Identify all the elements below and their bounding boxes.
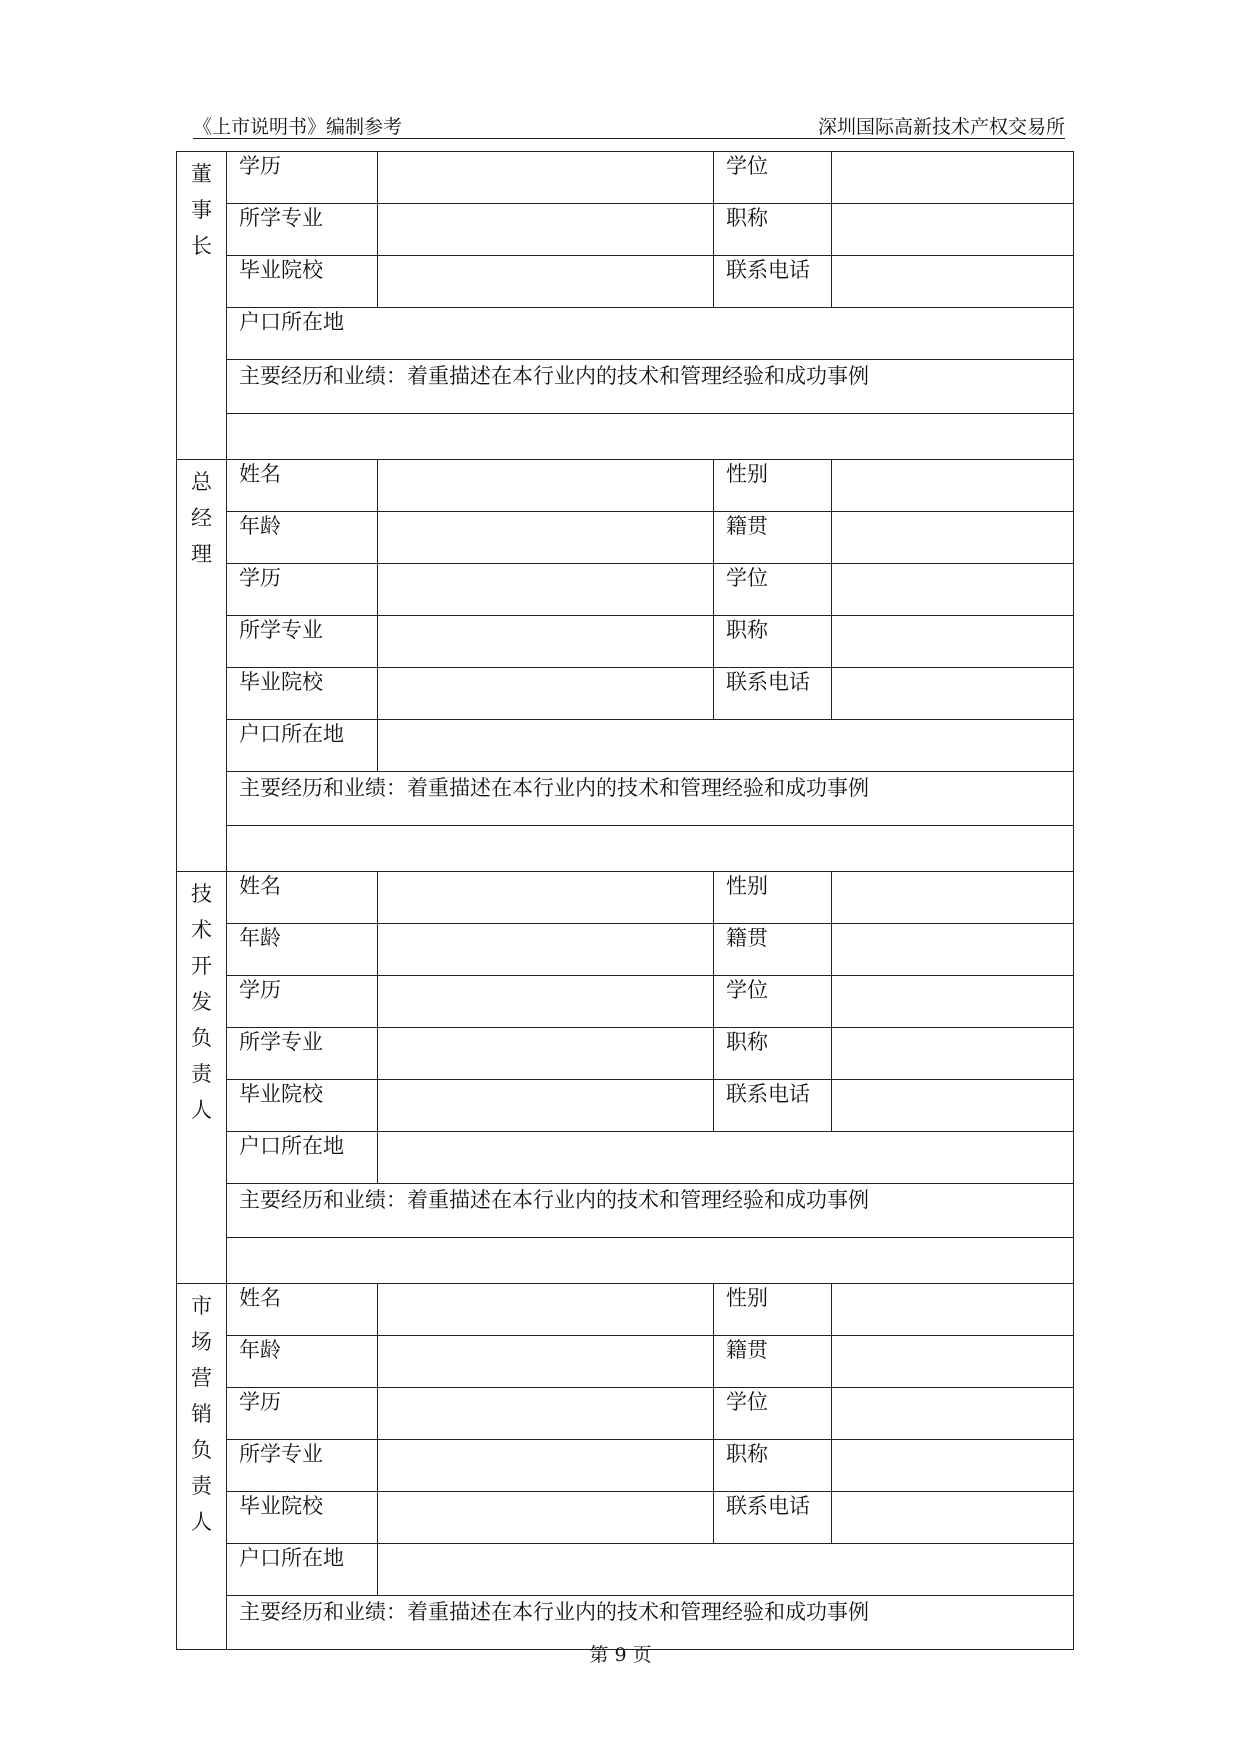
role-char: 长 xyxy=(191,234,212,258)
form-row xyxy=(177,1028,1074,1080)
field-value-cell[interactable] xyxy=(378,976,714,1028)
field-label: 学位 xyxy=(714,1388,832,1440)
form-row xyxy=(177,512,1074,564)
role-char: 人 xyxy=(191,1098,212,1122)
role-char: 技 xyxy=(191,882,212,906)
field-label: 毕业院校 xyxy=(227,1080,378,1132)
form-row xyxy=(177,1544,1074,1596)
form-row xyxy=(177,1080,1074,1132)
section-role-label xyxy=(177,460,227,872)
field-value-cell[interactable] xyxy=(378,872,714,924)
field-value-cell[interactable] xyxy=(378,1080,714,1132)
field-value-cell[interactable] xyxy=(832,564,1074,616)
field-label: 所学专业 xyxy=(227,1440,378,1492)
field-value-cell[interactable] xyxy=(378,720,1074,772)
field-label: 户口所在地 xyxy=(227,1132,378,1184)
field-value-cell[interactable] xyxy=(832,512,1074,564)
field-value-cell[interactable] xyxy=(832,1028,1074,1080)
form-row xyxy=(177,1132,1074,1184)
role-char: 负 xyxy=(191,1026,212,1050)
form-row xyxy=(177,976,1074,1028)
role-char: 场 xyxy=(191,1330,212,1354)
page-number: 第 9 页 xyxy=(589,1644,652,1666)
field-label: 姓名 xyxy=(227,460,378,512)
experience-description: 主要经历和业绩：着重描述在本行业内的技术和管理经验和成功事例 xyxy=(227,360,1074,414)
role-char: 市 xyxy=(191,1294,212,1318)
field-label: 性别 xyxy=(714,872,832,924)
field-value-cell[interactable] xyxy=(378,616,714,668)
field-value-cell[interactable] xyxy=(832,668,1074,720)
field-label: 性别 xyxy=(714,1284,832,1336)
form-row xyxy=(177,1284,1074,1336)
field-label: 年龄 xyxy=(227,1336,378,1388)
field-value-cell[interactable] xyxy=(832,976,1074,1028)
field-label: 籍贯 xyxy=(714,512,832,564)
field-value-cell[interactable] xyxy=(378,1388,714,1440)
role-char: 负 xyxy=(191,1438,212,1462)
field-label: 性别 xyxy=(714,460,832,512)
field-label: 年龄 xyxy=(227,512,378,564)
field-label[interactable]: 户口所在地 xyxy=(227,308,1074,360)
field-label: 联系电话 xyxy=(714,256,832,308)
field-value-cell[interactable] xyxy=(378,256,714,308)
role-char: 销 xyxy=(191,1402,212,1426)
field-value-cell[interactable] xyxy=(378,924,714,976)
form-row xyxy=(177,1238,1074,1284)
field-label: 籍贯 xyxy=(714,1336,832,1388)
field-label: 所学专业 xyxy=(227,616,378,668)
field-value-cell[interactable] xyxy=(832,460,1074,512)
form-row xyxy=(177,772,1074,826)
form-row xyxy=(177,152,1074,204)
field-value-cell[interactable] xyxy=(378,1492,714,1544)
field-label: 职称 xyxy=(714,204,832,256)
form-row xyxy=(177,924,1074,976)
field-label: 户口所在地 xyxy=(227,1544,378,1596)
role-char: 营 xyxy=(191,1366,212,1390)
field-value-cell[interactable] xyxy=(378,1284,714,1336)
field-label: 年龄 xyxy=(227,924,378,976)
field-value-cell[interactable] xyxy=(378,460,714,512)
field-value-cell[interactable] xyxy=(832,924,1074,976)
field-value-cell[interactable] xyxy=(832,1080,1074,1132)
field-label: 毕业院校 xyxy=(227,256,378,308)
field-label: 姓名 xyxy=(227,872,378,924)
role-char: 总 xyxy=(191,470,212,494)
form-row xyxy=(177,414,1074,460)
field-label: 学位 xyxy=(714,564,832,616)
experience-description: 主要经历和业绩：着重描述在本行业内的技术和管理经验和成功事例 xyxy=(227,1596,1074,1650)
form-row xyxy=(177,1492,1074,1544)
field-value-cell[interactable] xyxy=(832,872,1074,924)
field-value-cell[interactable] xyxy=(832,1284,1074,1336)
role-char: 人 xyxy=(191,1510,212,1534)
header-doc-title: 《上市说明书》编制参考 xyxy=(193,116,403,138)
field-label: 学历 xyxy=(227,976,378,1028)
field-label: 联系电话 xyxy=(714,1492,832,1544)
field-label: 学历 xyxy=(227,1388,378,1440)
form-row xyxy=(177,460,1074,512)
field-value-cell[interactable] xyxy=(832,152,1074,204)
section-role-label xyxy=(177,1284,227,1650)
form-row xyxy=(177,616,1074,668)
field-value-cell[interactable] xyxy=(832,1336,1074,1388)
field-value-cell[interactable] xyxy=(378,564,714,616)
field-value-cell[interactable] xyxy=(832,204,1074,256)
field-value-cell[interactable] xyxy=(378,1132,1074,1184)
role-char: 术 xyxy=(191,918,212,942)
field-label: 学历 xyxy=(227,152,378,204)
field-value-cell[interactable] xyxy=(832,256,1074,308)
field-label: 户口所在地 xyxy=(227,720,378,772)
page-header xyxy=(193,108,1065,139)
field-value-cell[interactable] xyxy=(378,152,714,204)
experience-entry-cell[interactable] xyxy=(227,826,1074,872)
role-char: 董 xyxy=(191,162,212,186)
form-row xyxy=(177,1184,1074,1238)
field-value-cell[interactable] xyxy=(378,512,714,564)
field-value-cell[interactable] xyxy=(378,668,714,720)
experience-description: 主要经历和业绩：着重描述在本行业内的技术和管理经验和成功事例 xyxy=(227,1184,1074,1238)
field-label: 毕业院校 xyxy=(227,668,378,720)
form-row xyxy=(177,1440,1074,1492)
form-row xyxy=(177,872,1074,924)
field-value-cell[interactable] xyxy=(832,616,1074,668)
form-row xyxy=(177,256,1074,308)
field-value-cell[interactable] xyxy=(832,1440,1074,1492)
experience-entry-cell[interactable] xyxy=(227,414,1074,460)
role-char: 经 xyxy=(191,506,212,530)
experience-description: 主要经历和业绩：着重描述在本行业内的技术和管理经验和成功事例 xyxy=(227,772,1074,826)
field-label: 所学专业 xyxy=(227,1028,378,1080)
form-row xyxy=(177,564,1074,616)
form-row xyxy=(177,1388,1074,1440)
field-value-cell[interactable] xyxy=(378,1336,714,1388)
field-label: 学位 xyxy=(714,976,832,1028)
field-label: 学历 xyxy=(227,564,378,616)
role-char: 事 xyxy=(191,198,212,222)
section-role-label xyxy=(177,872,227,1284)
form-row xyxy=(177,308,1074,360)
personnel-form-table xyxy=(176,151,1074,1650)
field-label: 职称 xyxy=(714,1440,832,1492)
header-org-name: 深圳国际高新技术产权交易所 xyxy=(817,116,1065,138)
role-char: 发 xyxy=(191,990,212,1014)
field-label: 所学专业 xyxy=(227,204,378,256)
field-label: 联系电话 xyxy=(714,1080,832,1132)
form-row xyxy=(177,826,1074,872)
field-label: 职称 xyxy=(714,616,832,668)
field-value-cell[interactable] xyxy=(832,1388,1074,1440)
field-label: 职称 xyxy=(714,1028,832,1080)
form-row xyxy=(177,1336,1074,1388)
role-char: 责 xyxy=(191,1474,212,1498)
form-row xyxy=(177,360,1074,414)
field-label: 姓名 xyxy=(227,1284,378,1336)
field-label: 学位 xyxy=(714,152,832,204)
field-value-cell[interactable] xyxy=(378,1028,714,1080)
section-role-label xyxy=(177,152,227,460)
field-label: 籍贯 xyxy=(714,924,832,976)
field-label: 毕业院校 xyxy=(227,1492,378,1544)
role-char: 开 xyxy=(191,954,212,978)
field-value-cell[interactable] xyxy=(378,204,714,256)
form-row xyxy=(177,720,1074,772)
form-row xyxy=(177,204,1074,256)
field-value-cell[interactable] xyxy=(832,1492,1074,1544)
experience-entry-cell[interactable] xyxy=(227,1238,1074,1284)
form-row xyxy=(177,668,1074,720)
role-char: 责 xyxy=(191,1062,212,1086)
field-value-cell[interactable] xyxy=(378,1544,1074,1596)
field-label: 联系电话 xyxy=(714,668,832,720)
field-value-cell[interactable] xyxy=(378,1440,714,1492)
role-char: 理 xyxy=(191,542,212,566)
